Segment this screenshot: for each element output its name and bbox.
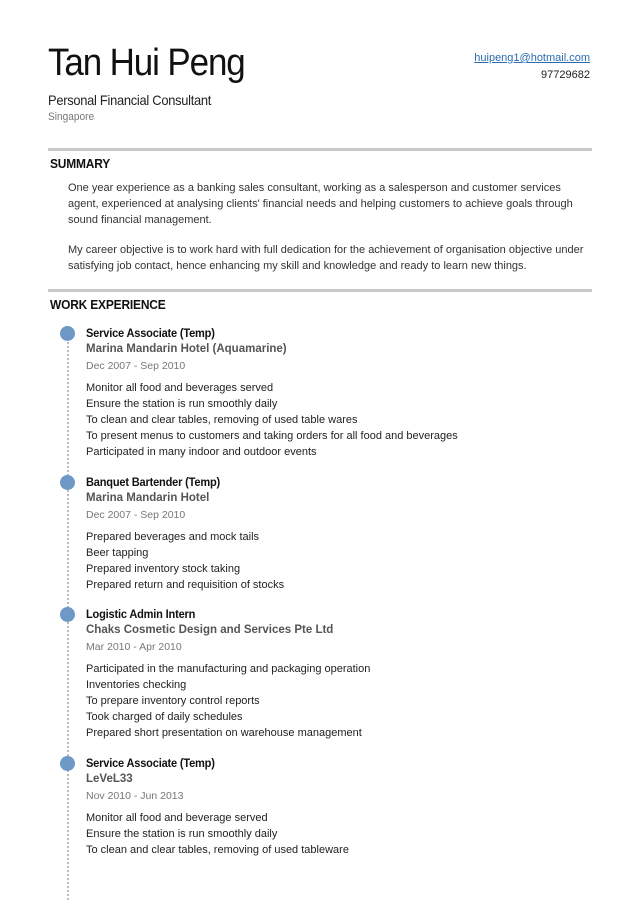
job-role: Service Associate (Temp) (86, 756, 215, 770)
timeline-dot-icon (60, 475, 75, 490)
duty-item: Monitor all food and beverages served (86, 382, 274, 394)
experience-divider (48, 289, 592, 292)
summary-divider (48, 148, 592, 151)
summary-text (68, 180, 588, 288)
duty-item: Monitor all food and beverage served (86, 812, 268, 824)
duty-item: To clean and clear tables, removing of used tableware (86, 844, 349, 856)
job-company: Chaks Cosmetic Design and Services Pte Ltd (86, 624, 334, 636)
job-role: Service Associate (Temp) (86, 326, 215, 340)
duty-item: Inventories checking (86, 679, 187, 691)
summary-heading: SUMMARY (50, 156, 111, 171)
job-dates: Dec 2007 - Sep 2010 (86, 360, 186, 372)
job-dates: Nov 2010 - Jun 2013 (86, 790, 184, 802)
duty-item: To prepare inventory control reports (86, 695, 260, 707)
duty-item: Beer tapping (86, 547, 149, 559)
summary-paragraph: My career objective is to work hard with full dedication for the achievement of organisation objective under satisfying job contact, hence enhancing my skill and knowledge and ready to learn new things. (68, 244, 584, 272)
duty-item: Prepared inventory stock taking (86, 563, 241, 575)
job-duties (86, 529, 284, 593)
timeline-dot-icon (60, 607, 75, 622)
experience-heading: WORK EXPERIENCE (50, 297, 166, 312)
duty-item: Took charged of daily schedules (86, 711, 243, 723)
phone-number: 97729682 (541, 69, 590, 81)
candidate-location: Singapore (48, 111, 95, 123)
job-duties (86, 661, 370, 741)
duty-item: Participated in many indoor and outdoor events (86, 446, 317, 458)
contact-block (474, 50, 590, 84)
summary-paragraph: One year experience as a banking sales consultant, working as a salesperson and customer services agent, experienced at analysing clients' financial needs and helping customers to achieve goals through sound financial management. (68, 182, 573, 226)
duty-item: Prepared beverages and mock tails (86, 531, 260, 543)
candidate-name: Tan Hui Peng (48, 42, 245, 84)
job-role: Logistic Admin Intern (86, 607, 196, 621)
duty-item: To clean and clear tables, removing of used table wares (86, 414, 358, 426)
job-role: Banquet Bartender (Temp) (86, 475, 221, 489)
duty-item: Ensure the station is run smoothly daily (86, 828, 278, 840)
duty-item: Ensure the station is run smoothly daily (86, 398, 278, 410)
job-company: Marina Mandarin Hotel (86, 492, 210, 504)
timeline-dot-icon (60, 326, 75, 341)
job-company: Marina Mandarin Hotel (Aquamarine) (86, 343, 287, 355)
job-dates: Mar 2010 - Apr 2010 (86, 641, 182, 653)
duty-item: To present menus to customers and taking orders for all food and beverages (86, 430, 458, 442)
job-duties (86, 810, 349, 858)
job-company: LeVeL33 (86, 773, 133, 785)
duty-item: Participated in the manufacturing and packaging operation (86, 663, 371, 675)
job-dates: Dec 2007 - Sep 2010 (86, 509, 186, 521)
duty-item: Prepared short presentation on warehouse management (86, 727, 362, 739)
duty-item: Prepared return and requisition of stocks (86, 579, 285, 591)
job-duties (86, 380, 458, 460)
timeline-dot-icon (60, 756, 75, 771)
candidate-title: Personal Financial Consultant (48, 92, 212, 108)
email-link[interactable]: huipeng1@hotmail.com (474, 52, 590, 64)
